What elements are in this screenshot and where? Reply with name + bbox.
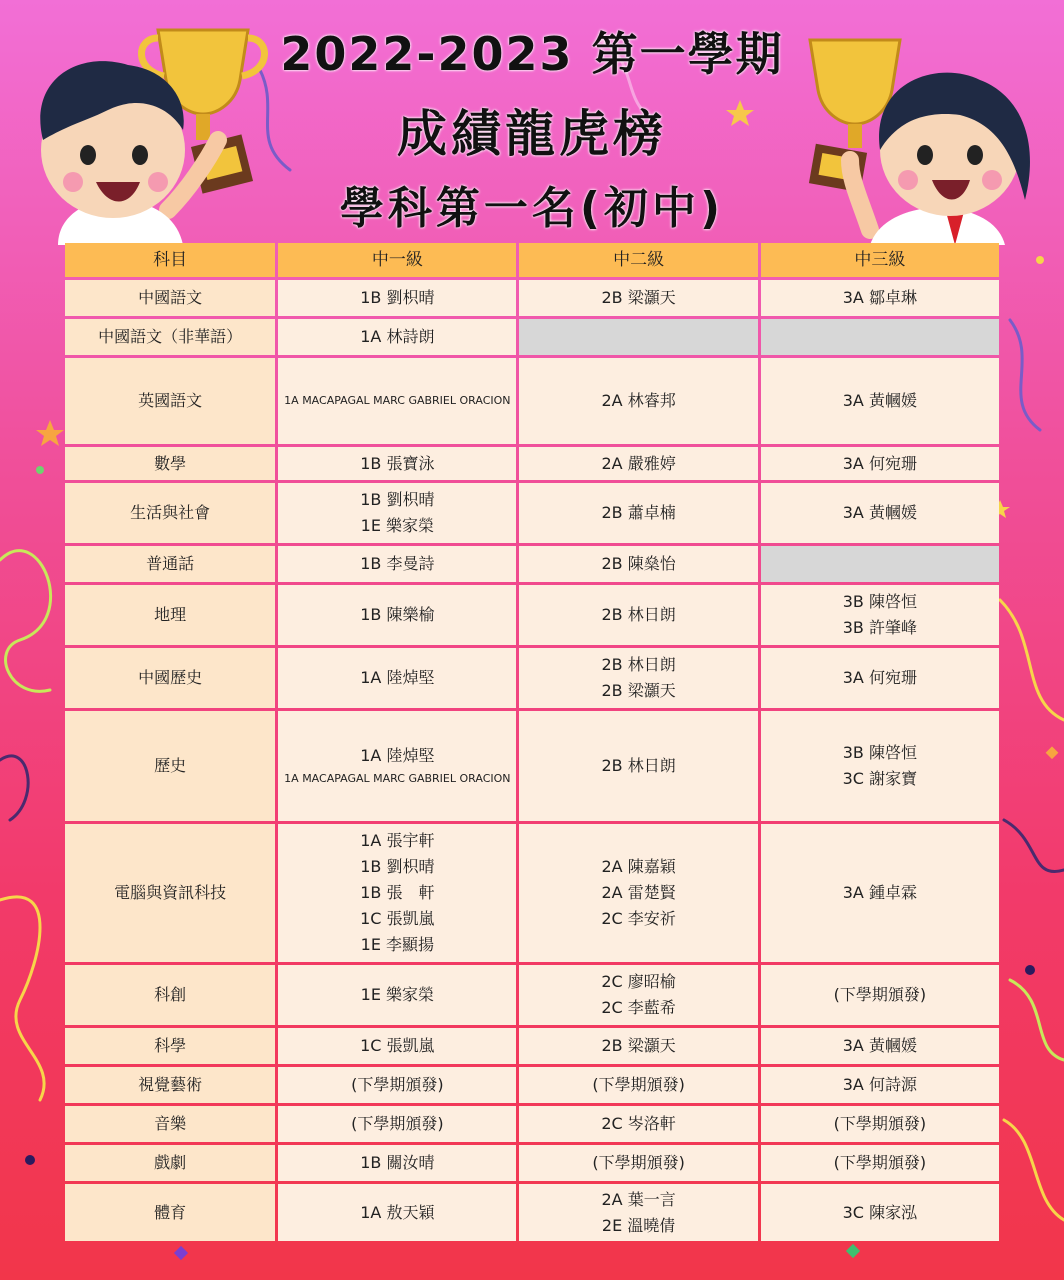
- student-name: 3A 黃幗媛: [842, 391, 917, 410]
- student-name: 2C 岑洛軒: [601, 1114, 676, 1133]
- form3-winner-cell: [761, 1145, 999, 1181]
- table-row: [65, 824, 999, 962]
- student-name: (下學期頒發): [351, 1075, 444, 1094]
- student-name: 1C 張凱嵐: [360, 909, 435, 928]
- student-name: 2A 林睿邦: [601, 391, 676, 410]
- student-name: 2B 梁灝天: [601, 1036, 676, 1055]
- student-name: 1E 李顯揚: [360, 935, 435, 954]
- table-header-row: [65, 243, 999, 277]
- column-header-subject: 科目: [65, 243, 275, 277]
- form2-winner-cell: [519, 319, 757, 355]
- form2-winner-cell: [519, 546, 757, 582]
- student-name: 3A 鄒卓琳: [842, 288, 917, 307]
- subject-cell: 地理: [65, 585, 275, 645]
- table-row: [65, 358, 999, 444]
- table-row: [65, 965, 999, 1025]
- form2-winner-cell: [519, 1028, 757, 1064]
- student-name: 2A 陳嘉穎: [601, 857, 676, 876]
- column-header-form3: 中三級: [761, 243, 999, 277]
- form3-winner-cell: [761, 319, 999, 355]
- form3-winner-cell: [761, 447, 999, 480]
- table-row: [65, 1145, 999, 1181]
- subject-cell: 科學: [65, 1028, 275, 1064]
- table-row: [65, 1067, 999, 1103]
- student-name: 1B 李曼詩: [360, 554, 435, 573]
- form2-winner-cell: [519, 1145, 757, 1181]
- student-name: 3C 謝家寶: [842, 769, 918, 788]
- student-name: 2A 雷楚賢: [601, 883, 676, 902]
- student-name: 2A 葉一言: [601, 1189, 676, 1209]
- form2-winner-cell: [519, 1106, 757, 1142]
- subject-cell: 普通話: [65, 546, 275, 582]
- student-name: 1A 敖天穎: [360, 1202, 435, 1222]
- table-row: [65, 648, 999, 708]
- subject-cell: 歷史: [65, 711, 275, 821]
- form2-winner-cell: [519, 711, 757, 821]
- student-name: 1B 張 軒: [360, 883, 435, 902]
- table-row: [65, 585, 999, 645]
- form2-winner-cell: [519, 824, 757, 962]
- subject-cell: 戲劇: [65, 1145, 275, 1181]
- form3-winner-cell: [761, 824, 999, 962]
- form2-winner-cell: [519, 280, 757, 316]
- subject-cell: 電腦與資訊科技: [65, 824, 275, 962]
- student-name: 1A MACAPAGAL MARC GABRIEL ORACION: [284, 772, 511, 785]
- student-name: 2B 林日朗: [601, 605, 676, 624]
- form3-winner-cell: [761, 648, 999, 708]
- student-name: 2C 李藍希: [601, 998, 676, 1017]
- student-name: 1B 劉枳晴: [360, 288, 435, 307]
- student-name: 1E 樂家榮: [360, 516, 435, 535]
- subject-cell: 生活與社會: [65, 483, 275, 543]
- student-name: 3A 黃幗媛: [842, 1036, 917, 1055]
- student-name: 2B 陳燊怡: [601, 554, 676, 573]
- table-row: [65, 1184, 999, 1241]
- student-name: 1A 陸焯堅: [360, 668, 435, 687]
- form3-winner-cell: [761, 711, 999, 821]
- table-row: [65, 711, 999, 821]
- form1-winner-cell: [278, 447, 516, 480]
- table-row: [65, 447, 999, 480]
- form2-winner-cell: [519, 358, 757, 444]
- form1-winner-cell: [278, 483, 516, 543]
- student-name: (下學期頒發): [833, 985, 927, 1004]
- student-name: 2B 林日朗: [601, 655, 676, 674]
- student-name: 3A 鍾卓霖: [842, 883, 917, 902]
- subject-cell: 體育: [65, 1184, 275, 1241]
- form3-winner-cell: [761, 1028, 999, 1064]
- form1-winner-cell: [278, 1106, 516, 1142]
- table-row: [65, 1106, 999, 1142]
- table-row: [65, 319, 999, 355]
- column-header-form1: 中一級: [278, 243, 516, 277]
- form1-winner-cell: [278, 1145, 516, 1181]
- student-name: (下學期頒發): [592, 1075, 685, 1094]
- student-name: 3B 陳啓恒: [842, 743, 917, 762]
- form3-winner-cell: [761, 1184, 999, 1241]
- student-name: 1B 張寶泳: [360, 453, 435, 473]
- student-name: (下學期頒發): [833, 1114, 927, 1133]
- student-name: 2A 嚴雅婷: [601, 453, 676, 473]
- student-name: 1C 張凱嵐: [360, 1036, 435, 1055]
- student-name: 2B 林日朗: [601, 756, 676, 775]
- student-name: 3B 許肇峰: [842, 618, 917, 637]
- student-name: 2E 溫曉倩: [601, 1215, 676, 1235]
- student-name: 2C 李安祈: [601, 909, 676, 928]
- subject-cell: 英國語文: [65, 358, 275, 444]
- subject-cell: 音樂: [65, 1106, 275, 1142]
- student-name: 1A 張宇軒: [360, 831, 435, 850]
- student-name: 3C 陳家泓: [842, 1202, 918, 1222]
- form3-winner-cell: [761, 546, 999, 582]
- form2-winner-cell: [519, 1067, 757, 1103]
- form3-winner-cell: [761, 280, 999, 316]
- student-name: 1A 林詩朗: [360, 327, 435, 346]
- student-name: 2C 廖昭榆: [601, 972, 676, 991]
- results-table: [62, 240, 1002, 1244]
- student-name: (下學期頒發): [592, 1153, 685, 1172]
- student-name: 3A 何宛珊: [842, 668, 917, 687]
- student-name: 2B 蕭卓楠: [601, 503, 676, 522]
- form3-winner-cell: [761, 358, 999, 444]
- student-name: 1A 陸焯堅: [360, 746, 435, 765]
- form1-winner-cell: [278, 280, 516, 316]
- student-name: 1A MACAPAGAL MARC GABRIEL ORACION: [284, 394, 511, 407]
- form2-winner-cell: [519, 965, 757, 1025]
- form1-winner-cell: [278, 824, 516, 962]
- form2-winner-cell: [519, 648, 757, 708]
- form3-winner-cell: [761, 585, 999, 645]
- form2-winner-cell: [519, 1184, 757, 1241]
- form3-winner-cell: [761, 965, 999, 1025]
- subject-cell: 中國歷史: [65, 648, 275, 708]
- subject-cell: 科創: [65, 965, 275, 1025]
- subject-cell: 中國語文（非華語）: [65, 319, 275, 355]
- student-name: 1B 關汝晴: [360, 1153, 435, 1172]
- title-semester: 2022-2023 第一學期: [280, 27, 784, 81]
- form2-winner-cell: [519, 447, 757, 480]
- form1-winner-cell: [278, 1067, 516, 1103]
- title-subject-first: 學科第一名(初中): [339, 183, 725, 234]
- form2-winner-cell: [519, 483, 757, 543]
- form1-winner-cell: [278, 711, 516, 821]
- student-name: 1E 樂家榮: [360, 985, 435, 1004]
- column-header-form2: 中二級: [519, 243, 757, 277]
- student-name: (下學期頒發): [833, 1153, 927, 1172]
- form3-winner-cell: [761, 1106, 999, 1142]
- form3-winner-cell: [761, 1067, 999, 1103]
- subject-cell: 視覺藝術: [65, 1067, 275, 1103]
- subject-cell: 數學: [65, 447, 275, 480]
- table-row: [65, 483, 999, 543]
- student-name: 3A 黃幗媛: [842, 503, 917, 522]
- student-name: (下學期頒發): [351, 1114, 444, 1133]
- title-honor-roll: 成績龍虎榜: [397, 105, 667, 163]
- form2-winner-cell: [519, 585, 757, 645]
- student-name: 1B 劉枳晴: [360, 490, 435, 509]
- table-row: [65, 1028, 999, 1064]
- student-name: 1B 劉枳晴: [360, 857, 435, 876]
- table-row: [65, 280, 999, 316]
- form1-winner-cell: [278, 965, 516, 1025]
- form1-winner-cell: [278, 1184, 516, 1241]
- student-name: 2B 梁灝天: [601, 681, 676, 700]
- student-name: 3A 何宛珊: [842, 453, 917, 473]
- form1-winner-cell: [278, 648, 516, 708]
- form3-winner-cell: [761, 483, 999, 543]
- student-name: 2B 梁灝天: [601, 288, 676, 307]
- subject-cell: 中國語文: [65, 280, 275, 316]
- table-row: [65, 546, 999, 582]
- student-name: 1B 陳樂榆: [360, 605, 435, 624]
- form1-winner-cell: [278, 1028, 516, 1064]
- form1-winner-cell: [278, 319, 516, 355]
- form1-winner-cell: [278, 358, 516, 444]
- student-name: 3A 何詩源: [842, 1075, 917, 1094]
- form1-winner-cell: [278, 546, 516, 582]
- form1-winner-cell: [278, 585, 516, 645]
- student-name: 3B 陳啓恒: [842, 592, 917, 611]
